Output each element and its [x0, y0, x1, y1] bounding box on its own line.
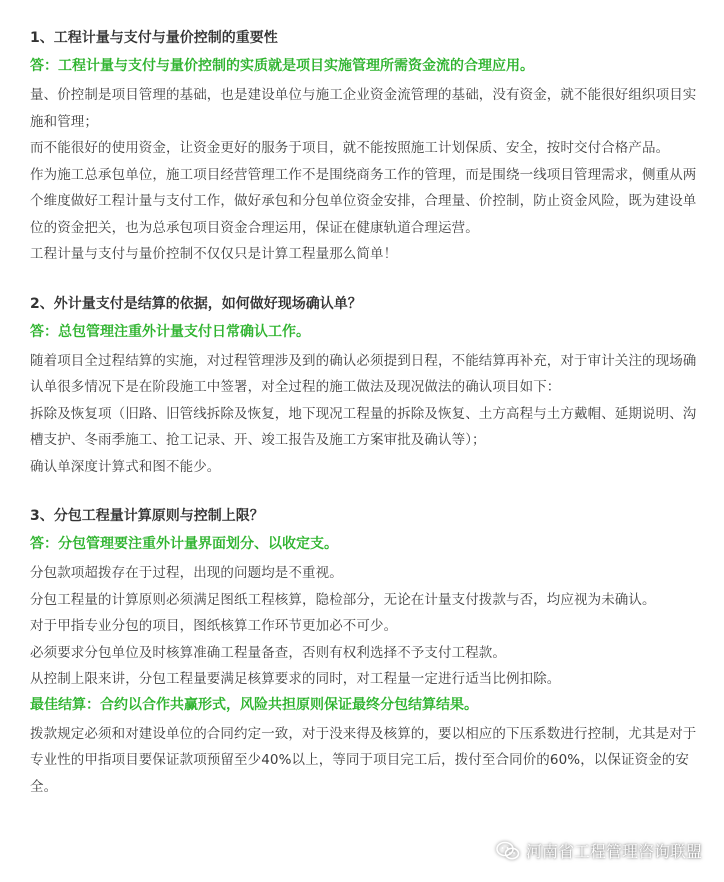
- paragraph: 随着项目全过程结算的实施，对过程管理涉及到的确认必须提到日程，不能结算再补充，对于审计关注的现场确认单很多情况下是在阶段施工中签署，对全过程的施工做法及现况做法的确认项目如下：: [30, 352, 697, 395]
- paragraph: 拆除及恢复项（旧路、旧管线拆除及恢复，地下现况工程量的拆除及恢复、土方高程与土方戴帽、延期说明、沟槽支护、冬雨季施工、抢工记录、开、竣工报告及施工方案审批及确认等）；: [30, 405, 697, 448]
- section-answer: 答：分包管理要注重外计量界面划分、以收定支。: [30, 536, 338, 552]
- section-heading: 2、外计量支付是结算的依据，如何做好现场确认单？: [30, 295, 362, 312]
- section-1: [30, 26, 700, 268]
- wechat-icon: [496, 841, 520, 861]
- section-2: [30, 292, 700, 481]
- section-answer: 答：工程计量与支付与量价控制的实质就是项目实施管理所需资金流的合理应用。: [30, 58, 534, 74]
- best-settlement-answer: 最佳结算：合约以合作共赢形式，风险共担原则保证最终分包结算结果。: [30, 696, 478, 713]
- paragraph: 必须要求分包单位及时核算准确工程量备查，否则有权利选择不予支付工程款。: [30, 644, 506, 661]
- watermark: [496, 839, 702, 862]
- paragraph: 而不能很好的使用资金，让资金更好的服务于项目，就不能按照施工计划保质、安全，按时交付合格产品。: [30, 140, 670, 156]
- paragraph: 确认单深度计算式和图不能少。: [30, 458, 221, 475]
- watermark-text: 河南省工程管理咨询联盟: [525, 842, 702, 861]
- paragraph: 拨款规定必须和对建设单位的合同约定一致，对于没来得及核算的，要以相应的下压系数进行控制，尤其是对于专业性的甲指项目要保证款项预留至少40%以上，等同于项目完工后，拨付至合同价的60%，以保证资金的安全。: [30, 725, 697, 795]
- section-answer: 答：总包管理注重外计量支付日常确认工作。: [30, 323, 310, 340]
- paragraph: 分包工程量的计算原则必须满足图纸工程核算，隐检部分，无论在计量支付拨款与否，均应视为未确认。: [30, 591, 656, 608]
- section-heading: 3、分包工程量计算原则与控制上限？: [30, 508, 264, 524]
- paragraph: 量、价控制是项目管理的基础，也是建设单位与施工企业资金流管理的基础，没有资金，就不能很好组织项目实施和管理；: [30, 87, 697, 130]
- paragraph: 工程计量与支付与量价控制不仅仅只是计算工程量那么简单！: [30, 246, 398, 262]
- paragraph: 分包款项超拨存在于过程，出现的问题均是不重视。: [30, 565, 343, 581]
- section-3: [30, 504, 700, 800]
- paragraph: 对于甲指专业分包的项目，图纸核算工作环节更加必不可少。: [30, 618, 398, 634]
- section-heading: 1、工程计量与支付与量价控制的重要性: [30, 30, 278, 46]
- article-body: [30, 26, 700, 824]
- paragraph: 从控制上限来讲，分包工程量要满足核算要求的同时，对工程量一定进行适当比例扣除。: [30, 671, 561, 687]
- paragraph: 作为施工总承包单位，施工项目经营管理工作不是围绕商务工作的管理，而是围绕一线项目管理需求，侧重从两个维度做好工程计量与支付工作，做好承包和分包单位资金安排，合理量、价控制，防止资金风险，既为建设单位的资金把关，也为总承包项目资金合理运用，保证在健康轨道合理运营。: [30, 166, 697, 236]
